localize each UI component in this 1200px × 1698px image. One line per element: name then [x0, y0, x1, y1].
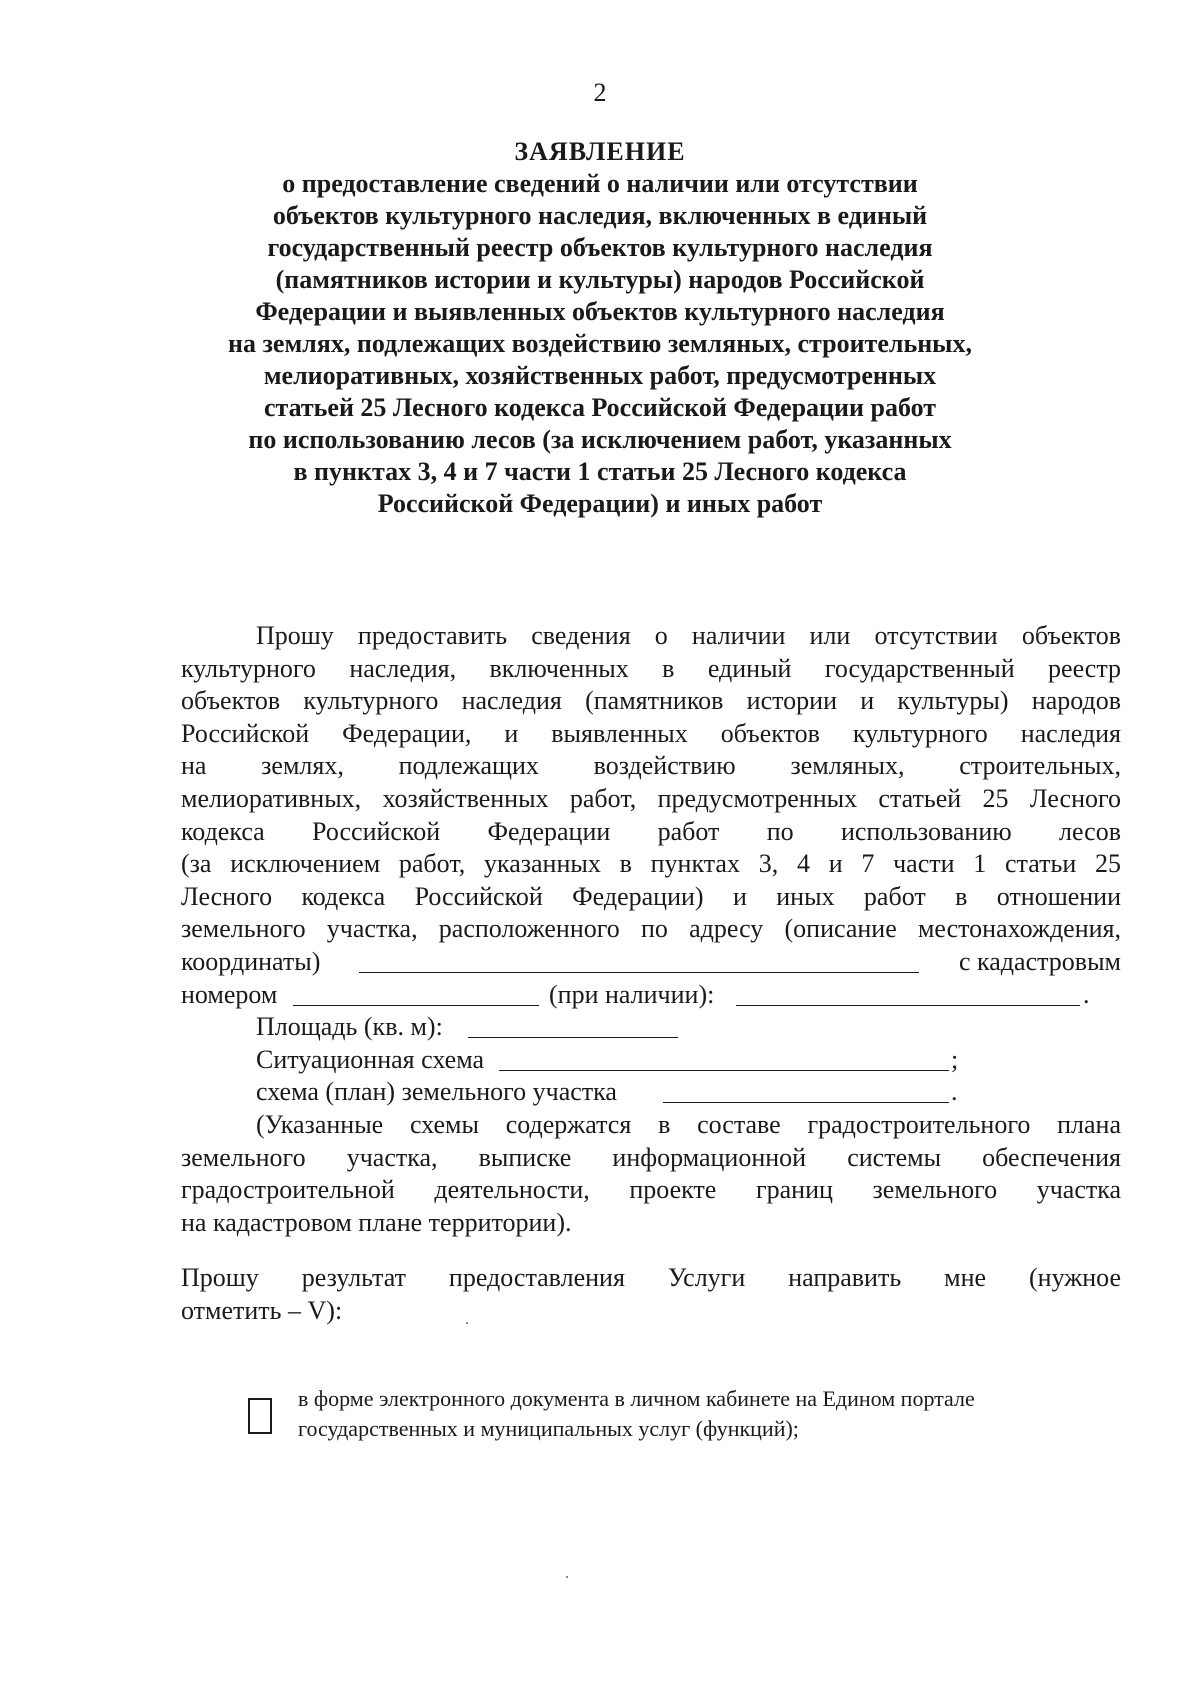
- line-end-period: .: [951, 1077, 958, 1107]
- area-input[interactable]: [468, 1015, 678, 1038]
- note-line: на кадастровом плане территории).: [181, 1207, 572, 1237]
- subtitle-line: на землях, подлежащих воздействию земляных, строительных,: [228, 329, 972, 358]
- option-text-line: государственных и муниципальных услуг (функций);: [298, 1416, 799, 1441]
- subtitle-line: в пунктах 3, 4 и 7 части 1 статьи 25 Лесного кодекса: [293, 457, 907, 486]
- paragraph-line: объектов культурного наследия (памятников истории и культуры) народов: [181, 686, 1121, 716]
- paragraph-line: кодекса Российской Федерации работ по использованию лесов: [181, 816, 1121, 846]
- paragraph-line: на землях, подлежащих воздействию земляных, строительных,: [181, 751, 1121, 781]
- subtitle-line: объектов культурного наследия, включенных в единый: [272, 201, 928, 230]
- plot-scheme-input[interactable]: [663, 1080, 949, 1103]
- coordinates-input[interactable]: [359, 950, 919, 973]
- option-text: [298, 1384, 975, 1444]
- option-text-line: в форме электронного документа в личном кабинете на Едином портале: [298, 1386, 975, 1411]
- note-line: земельного участка, выписке информационной системы обеспечения: [181, 1142, 1121, 1172]
- option-checkbox[interactable]: [248, 1398, 272, 1434]
- if-available-label: (при наличии):: [549, 979, 715, 1009]
- situational-scheme-label: Ситуационная схема: [256, 1044, 485, 1074]
- subtitle-line: государственный реестр объектов культурного наследия: [267, 233, 933, 262]
- area-label: Площадь (кв. м):: [256, 1012, 443, 1042]
- number-label: номером: [181, 979, 278, 1009]
- subtitle-line: по использованию лесов (за исключением работ, указанных: [248, 425, 952, 454]
- request-paragraph: [181, 620, 1121, 1239]
- paragraph-line: (за исключением работ, указанных в пунктах 3, 4 и 7 части 1 статьи 25: [181, 849, 1121, 879]
- delivery-line: Прошу результат предоставления Услуги направить мне (нужное: [181, 1263, 1121, 1292]
- paragraph-line: земельного участка, расположенного по адресу (описание местонахождения,: [181, 914, 1121, 944]
- paragraph-line: Лесного кодекса Российской Федерации) и иных работ в отношении: [181, 881, 1121, 911]
- line-end-semicolon: ;: [951, 1044, 959, 1074]
- plot-scheme-line: [181, 1076, 1121, 1109]
- cadastral-number-input[interactable]: [293, 983, 539, 1006]
- subtitle-line: Российской Федерации) и иных работ: [377, 489, 823, 518]
- subtitle-line: мелиоративных, хозяйственных работ, предусмотренных: [263, 361, 937, 390]
- paragraph-line: мелиоративных, хозяйственных работ, предусмотренных статьей 25 Лесного: [181, 783, 1121, 813]
- area-line: [181, 1011, 1121, 1044]
- document-title: ЗАЯВЛЕНИЕ: [514, 137, 686, 166]
- paragraph-line: Прошу предоставить сведения о наличии или отсутствии объектов: [256, 621, 1121, 650]
- subtitle-line: о предоставление сведений о наличии или отсутствии: [282, 169, 918, 198]
- subtitle-line: Федерации и выявленных объектов культурного наследия: [255, 297, 945, 326]
- cadastral-suffix: с кадастровым: [958, 946, 1121, 976]
- subtitle-line: статьей 25 Лесного кодекса Российской Федерации работ: [263, 393, 937, 422]
- note-line: градостроительной деятельности, проекте границ земельного участка: [181, 1175, 1121, 1205]
- paragraph-line: Российской Федерации, и выявленных объектов культурного наследия: [181, 718, 1121, 748]
- cadastral-number-line: [181, 979, 1121, 1012]
- situational-scheme-input[interactable]: [499, 1048, 949, 1071]
- document-subtitle: [200, 168, 1000, 520]
- scan-speck: [466, 1322, 468, 1324]
- note-line: (Указанные схемы содержатся в составе градостроительного плана: [256, 1109, 1121, 1139]
- page-number: 2: [593, 78, 607, 107]
- delivery-line: отметить – V):: [181, 1295, 343, 1325]
- delivery-request: [181, 1262, 1121, 1327]
- situational-scheme-line: [181, 1044, 1121, 1077]
- line-end-period: .: [1083, 979, 1090, 1009]
- coordinates-line: [181, 946, 1121, 979]
- if-available-input[interactable]: [736, 983, 1080, 1006]
- paragraph-line: культурного наследия, включенных в единый государственный реестр: [181, 653, 1121, 683]
- scan-speck: [566, 1576, 568, 1578]
- subtitle-line: (памятников истории и культуры) народов Российской: [275, 265, 925, 294]
- plot-scheme-label: схема (план) земельного участка: [256, 1077, 617, 1107]
- coordinates-label: координаты): [181, 946, 321, 976]
